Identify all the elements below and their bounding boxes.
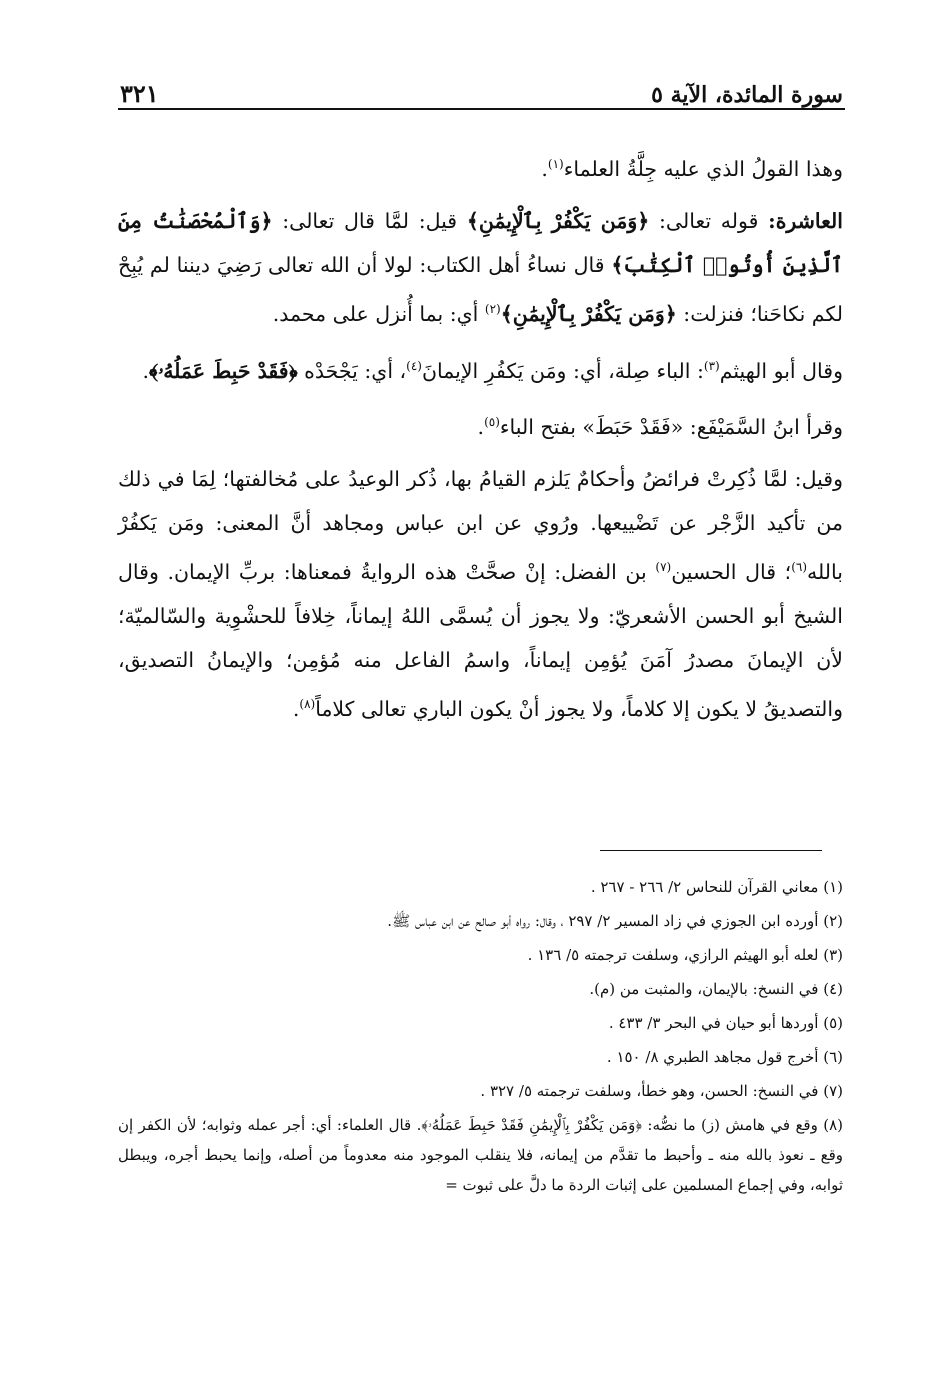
footnote-3: (٣) لعله أبو الهيثم الرازي، وسلفت ترجمته ٥/ ١٣٦ . [527,946,843,964]
text-run: . [292,696,300,721]
surah-title: سورة المائدة، الآية ٥ [651,82,843,108]
footnote-4: (٤) في النسخ: بالإيمان، والمثبت من (م). [589,980,843,998]
footnote-ref: (٦) [791,560,808,575]
text-run: قال نساءُ أهل الكتاب: لولا أن الله تعالى رَضِيَ ديننا لم يُبِحْ لكم نكاحَنا؛ فنزلت: [118,252,843,326]
text-run: وقيل: لمَّا ذُكِرتْ فرائضُ وأحكامٌ يَلزم القيامُ بها، ذُكر الوعيدُ على مُخالفتها؛ لِمَا في ذلك من تأكيد الزَّجْر عن تَضْييعها. ورُوي عن ابن عباس ومجاهد أنَّ المعنى: ومَن يَكفُرْ بالله [118,467,843,585]
footnote-ref: (٢) [484,301,501,316]
quran-quote: ﴿وَٱلْمُحْصَنَٰتُ مِنَ ٱلَّذِينَ أُوتُوا۟ ٱلْكِتَٰبَ﴾ [118,208,843,277]
text-run: ، أي: يَجْحَدْه [297,358,407,383]
paragraph-3 [118,344,843,393]
footnote-ref: (٧) [655,560,672,575]
footnote-1: (١) معاني القرآن للنحاس ٢/ ٢٦٦ - ٢٦٧ . [590,878,843,896]
page-number: ٣٢١ [120,79,159,108]
text-run: ؛ قال الحسين [671,560,792,585]
header-rule [118,108,845,110]
text-run: قوله تعالى: [649,208,769,233]
text-run: بن الفضل: إنْ صحَّتْ هذه الروايةُ فمعناها: بربِّ الإيمان. وقال الشيخ أبو الحسن الأشعريّ: ولا يجوز أن يُسمَّى اللهُ إيماناً، خِلافاً للحشْوِية والسّالميّة؛ لأن الإيمانَ مصدرُ آمَنَ يُؤمِن إيماناً، واسمُ الفاعل منه مُؤمِن؛ والإيمانُ التصديق، والتصديقُ لا يكون إلا كلاماً، ولا يجوز أنْ يكون الباري تعالى كلاماً [118,560,843,721]
text-run: وقرأ ابنُ السَّمَيْفَع: «فَقَدْ حَبَطَ» بفتح الباء [499,415,843,440]
footnote-ref: (١) [547,157,564,171]
text-run: وقال أبو الهيثم [719,358,843,383]
text-run: قيل: لمَّا قال تعالى: [272,208,467,233]
paragraph-1 [118,142,843,191]
footnote-ref: (٨) [299,697,316,712]
text-run: : الباء صِلة، أي: ومَن يَكفُرِ الإيمانَ [421,358,704,383]
footnote-5: (٥) أوردها أبو حيان في البحر ٣/ ٤٣٣ . [608,1014,843,1032]
footnote-ref: (٥) [484,415,500,430]
footnote-7: (٧) في النسخ: الحسن، وهو خطأ، وسلفت ترجمته ٥/ ٣٢٧ . [480,1082,843,1100]
quran-quote: ﴿وَمَن يَكْفُرْ بِٱلْإِيمَٰنِ﴾ [500,301,677,326]
text-run: وهذا القولُ الذي عليه جِلَّةُ العلماء [563,156,843,181]
quran-quote: ﴿فَقَدْ حَبِطَ عَمَلُهُۥ﴾ [148,358,298,383]
section-lead: العاشرة: [768,208,843,233]
quran-quote: ﴿وَمَن يَكْفُرْ بِٱلْإِيمَٰنِ﴾ [466,208,650,233]
footnote-8: (٨) وقع في هامش (ز) ما نصُّه: ﴿وَمَن يَكْفُرْ بِٱلْإِيمَٰنِ فَقَدْ حَبِطَ عَمَلُهُۥ﴾. قال العلماء: أي: أجر عمله وثوابه؛ لأن الكفر إن وقع ـ نعوذ بالله منه ـ وأحبط ما تقدَّم من إيمانه، فلا ينقلب الموجود منه معدوماً من أصله، وإنما يحبط أجره، ويبطل ثوابه، وفي إجماع المسلمين على إثبات الردة ما دلَّ على ثبوت = [118,1116,843,1194]
main-text [118,142,843,739]
footnote-separator [600,850,822,851]
text-run: أي: بما أُنزل على محمد. [272,301,485,326]
text-run: . [541,156,548,181]
footnote-6: (٦) أخرج قول مجاهد الطبري ٨/ ١٥٠ . [606,1048,843,1066]
text-run: . [477,415,485,440]
paragraph-2 [118,199,843,336]
footnote-ref: (٣) [703,358,720,373]
footnote-2: (٢) أورده ابن الجوزي في زاد المسير ٢/ ٢٩٧ ، وقال: رواه أبو صالح عن ابن عباس ﷺ. [387,912,843,930]
footnotes [118,872,843,1203]
text-run: . [142,358,149,383]
running-header [120,72,843,108]
paragraph-4 [118,400,843,449]
paragraph-5 [118,457,843,731]
footnote-ref: (٤) [406,358,422,373]
